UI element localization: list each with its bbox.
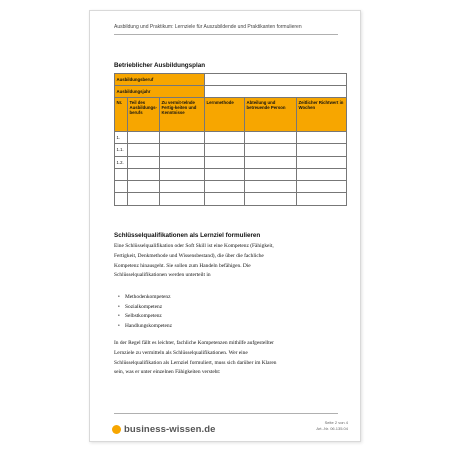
intro-paragraph xyxy=(114,242,344,281)
table-cell[interactable] xyxy=(128,132,160,144)
business-wissen-logo xyxy=(112,423,216,435)
table-cell[interactable] xyxy=(160,144,205,156)
table-cell: 1. xyxy=(115,132,128,144)
table-cell[interactable] xyxy=(160,168,205,180)
table-row-ausbildungsjahr xyxy=(115,86,347,98)
table-cell[interactable] xyxy=(205,193,245,205)
table-cell: 1.1. xyxy=(115,144,128,156)
bullet-icon: • xyxy=(118,314,120,320)
paragraph-line: Kompetenz hinausgeht. Sie sollen zum Handeln befähigen. Die xyxy=(114,262,251,269)
table-cell[interactable] xyxy=(297,168,347,180)
paragraph-line: Fertigkeit, Denkmethode und Wissensbestand), die über die fachliche xyxy=(114,252,264,259)
table-cell xyxy=(115,181,128,193)
table-cell xyxy=(115,168,128,180)
logo-text: business-wissen.de xyxy=(124,423,216,435)
section-heading-schluesselqualifikationen: Schlüsselqualifikationen als Lernziel formulieren xyxy=(114,232,261,239)
column-header: Zu vermit-telnde Fertig-keiten und Kenntnisse xyxy=(160,98,205,132)
table-cell[interactable] xyxy=(205,181,245,193)
table-cell[interactable] xyxy=(128,181,160,193)
paragraph-line: Schlüsselqualifikation als Lernziel formuliert, muss sich darüber im Klaren xyxy=(114,359,277,366)
table-cell[interactable] xyxy=(160,181,205,193)
table-cell[interactable] xyxy=(245,193,297,205)
table-cell[interactable] xyxy=(245,181,297,193)
list-item: • Methodenkompetenz xyxy=(118,293,172,303)
paragraph-line: Lernziele zu vermitteln als Schlüsselqualifikationen. Wer eine xyxy=(114,349,248,356)
table-cell[interactable] xyxy=(297,193,347,205)
label-ausbildungsjahr: Ausbildungsjahr xyxy=(115,86,205,98)
column-header: Nr. xyxy=(115,98,128,132)
closing-paragraph xyxy=(114,339,344,378)
table-cell[interactable] xyxy=(205,144,245,156)
paragraph-line: In der Regel fällt es leichter, fachliche Kompetenzen mithilfe aufgestellter xyxy=(114,340,274,346)
table-cell[interactable] xyxy=(297,132,347,144)
table-cell[interactable] xyxy=(128,144,160,156)
competence-list xyxy=(118,293,172,331)
table-cell[interactable] xyxy=(128,168,160,180)
list-item: • Handlungskompetenz xyxy=(118,322,172,332)
page-number: Seite 2 von 4 xyxy=(324,420,348,425)
table-cell[interactable] xyxy=(245,144,297,156)
table-row-ausbildungsberuf xyxy=(115,74,347,86)
bullet-icon: • xyxy=(118,304,120,310)
page-header-title: Ausbildung und Praktikum: Lernziele für Auszubildende und Praktikanten formulieren xyxy=(114,24,302,30)
bullet-icon: • xyxy=(118,323,120,329)
table-cell[interactable] xyxy=(245,156,297,168)
table-cell[interactable] xyxy=(205,168,245,180)
list-item: • Selbstkompetenz xyxy=(118,312,172,322)
table-cell: 1.2. xyxy=(115,156,128,168)
table-cell[interactable] xyxy=(160,132,205,144)
table-row xyxy=(115,181,347,193)
bullet-icon: • xyxy=(118,295,120,300)
logo-dot-icon xyxy=(112,425,121,434)
ausbildungsplan-table xyxy=(114,73,347,206)
label-ausbildungsberuf: Ausbildungsberuf xyxy=(115,74,205,86)
column-header: Teil des Ausbildungs-berufs xyxy=(128,98,160,132)
table-row xyxy=(115,193,347,205)
section-heading-ausbildungsplan: Betrieblicher Ausbildungsplan xyxy=(114,62,206,69)
table-cell[interactable] xyxy=(245,168,297,180)
paragraph-line: Eine Schlüsselqualifikation oder Soft Skill ist eine Kompetenz (Fähigkeit, xyxy=(114,243,274,249)
column-header: Zeitlicher Richtwert in Wochen xyxy=(297,98,347,132)
page-number-block xyxy=(316,420,348,432)
table-cell[interactable] xyxy=(160,193,205,205)
paragraph-line: sein, was er unter einzelnen Fähigkeiten versteht: xyxy=(114,369,221,376)
table-row xyxy=(115,156,347,168)
table-row xyxy=(115,168,347,180)
table-cell[interactable] xyxy=(297,181,347,193)
paragraph-line: Schlüsselqualifikationen werden unterteilt in xyxy=(114,272,211,279)
article-number: Art.-Nr. 06.135.04 xyxy=(316,426,348,431)
table-cell[interactable] xyxy=(128,156,160,168)
table-cell[interactable] xyxy=(128,193,160,205)
value-ausbildungsjahr[interactable] xyxy=(205,86,347,98)
column-header: Abteilung und betreuende Person xyxy=(245,98,297,132)
table-cell[interactable] xyxy=(205,132,245,144)
table-cell[interactable] xyxy=(245,132,297,144)
list-item: • Sozialkompetenz xyxy=(118,303,172,313)
table-cell[interactable] xyxy=(160,156,205,168)
footer-divider xyxy=(114,413,338,414)
value-ausbildungsberuf[interactable] xyxy=(205,74,347,86)
table-cell[interactable] xyxy=(205,156,245,168)
table-cell xyxy=(115,193,128,205)
column-header: Lernmethode xyxy=(205,98,245,132)
table-cell[interactable] xyxy=(297,144,347,156)
table-row xyxy=(115,132,347,144)
table-header-row xyxy=(115,98,347,132)
table-row xyxy=(115,144,347,156)
table-cell[interactable] xyxy=(297,156,347,168)
header-divider xyxy=(114,34,338,35)
document-page xyxy=(89,10,361,442)
